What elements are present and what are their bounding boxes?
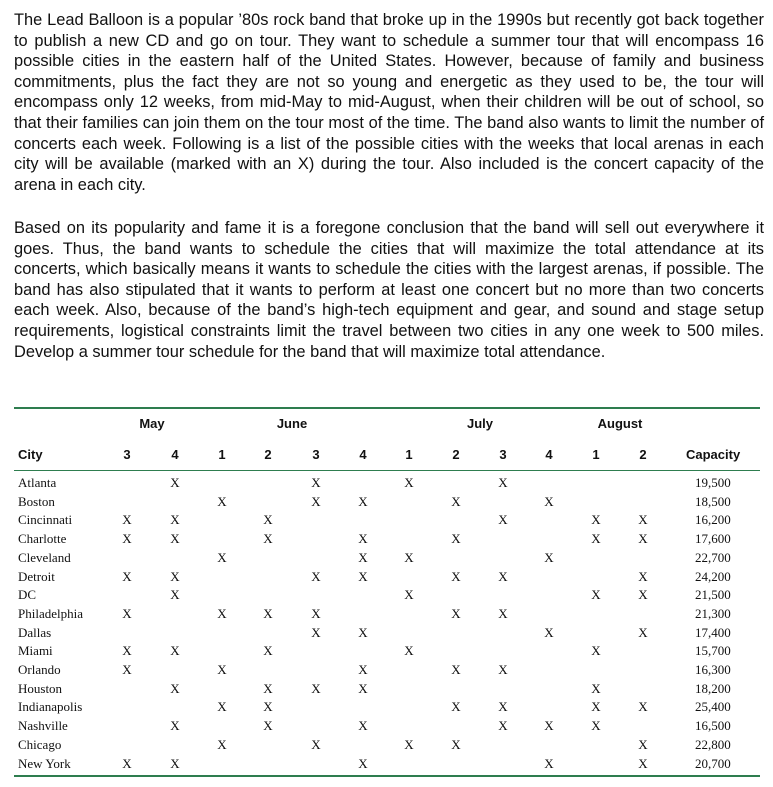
- availability-mark: X: [217, 493, 227, 509]
- month-header-july: July: [466, 416, 494, 431]
- table-bottom-rule: [14, 775, 760, 777]
- availability-mark: X: [638, 755, 648, 771]
- capacity-value: 25,400: [695, 699, 731, 715]
- availability-mark: X: [451, 699, 461, 715]
- availability-mark: X: [263, 680, 273, 696]
- availability-mark: X: [122, 531, 132, 547]
- city-name: Dallas: [18, 624, 52, 640]
- availability-mark: X: [311, 624, 321, 640]
- availability-mark: X: [311, 493, 321, 509]
- objective-paragraph: Based on its popularity and fame it is a foregone conclusion that the band will sell out everywhere it goes. Thus, the band wants to schedule the cities that will maximize the total attendance at its concerts, which basically means it wants to schedule the cities with the largest arenas, if possible. The band has also stipulated that it wants to perform at least one concert but no more than two concerts each week. Also, because of the band’s high-tech equipment and gear, and sound and stage setup requirements, logistical constraints limit the travel between two cities in any one week to 500 miles. Develop a summer tour schedule for the band that will maximize total attendance.: [14, 219, 764, 361]
- availability-mark: X: [311, 736, 321, 752]
- availability-mark: X: [451, 493, 461, 509]
- availability-mark: X: [404, 587, 414, 603]
- availability-mark: X: [358, 568, 368, 584]
- availability-mark: X: [170, 475, 180, 490]
- table-header-rule: [14, 470, 760, 471]
- availability-mark: X: [122, 605, 132, 621]
- availability-mark: X: [311, 605, 321, 621]
- availability-mark: X: [263, 512, 273, 528]
- availability-mark: X: [217, 662, 227, 677]
- availability-mark: X: [217, 736, 227, 752]
- capacity-value: 18,200: [695, 680, 731, 696]
- capacity-value: 16,300: [695, 662, 731, 677]
- week-header: 1: [592, 447, 600, 462]
- capacity-column-header: Capacity: [686, 447, 741, 462]
- city-column-header: City: [18, 447, 43, 462]
- availability-mark: X: [451, 531, 461, 547]
- capacity-value: 17,400: [695, 624, 731, 640]
- week-header: 2: [639, 447, 647, 462]
- availability-mark: X: [404, 643, 414, 659]
- availability-mark: X: [638, 568, 648, 584]
- availability-mark: X: [358, 662, 368, 677]
- availability-mark: X: [638, 531, 648, 547]
- capacity-value: 16,500: [695, 718, 731, 734]
- capacity-value: 20,700: [695, 755, 731, 771]
- city-name: Cleveland: [18, 549, 71, 565]
- availability-mark: X: [122, 662, 132, 677]
- availability-mark: X: [591, 512, 601, 528]
- city-name: Indianapolis: [18, 699, 83, 715]
- city-name: Cincinnati: [18, 512, 73, 528]
- availability-mark: X: [263, 531, 273, 547]
- availability-mark: X: [544, 549, 554, 565]
- capacity-value: 21,500: [695, 587, 731, 603]
- availability-mark: X: [498, 718, 508, 734]
- city-name: Nashville: [18, 718, 68, 734]
- availability-mark: X: [263, 605, 273, 621]
- city-name: DC: [18, 587, 37, 603]
- availability-mark: X: [217, 699, 227, 715]
- availability-mark: X: [404, 549, 414, 565]
- intro-paragraph: The Lead Balloon is a popular ’80s rock band that broke up in the 1990s but recently got back together to publish a new CD and go on tour. They want to schedule a summer tour that will encompass 16 possible cities in the eastern half of the United States. However, because of family and business commitments, plus the fact they are not so young and energetic as they used to be, the tour will encompass only 12 weeks, from mid-May to mid-August, when their children will be out of school, so that their families can join them on the tour most of the time. The band also wants to limit the number of concerts each week. Following is a list of the possible cities with the weeks that local arenas in each city will be available (marked with an X) during the tour. Also included is the concert capacity of the arena in each city.: [14, 11, 764, 194]
- city-name: Atlanta: [18, 475, 57, 490]
- availability-mark: X: [591, 531, 601, 547]
- availability-mark: X: [544, 624, 554, 640]
- availability-mark: X: [217, 605, 227, 621]
- availability-mark: X: [358, 755, 368, 771]
- week-header: 4: [545, 447, 553, 462]
- availability-mark: X: [544, 755, 554, 771]
- availability-mark: X: [591, 587, 601, 603]
- availability-mark: X: [498, 605, 508, 621]
- availability-mark: X: [170, 755, 180, 771]
- availability-mark: X: [591, 718, 601, 734]
- availability-mark: X: [498, 568, 508, 584]
- week-header: 2: [264, 447, 272, 462]
- month-header-august: August: [597, 416, 643, 431]
- availability-mark: X: [591, 699, 601, 715]
- availability-mark: X: [263, 699, 273, 715]
- capacity-value: 22,700: [695, 549, 731, 565]
- availability-mark: X: [498, 699, 508, 715]
- availability-mark: X: [451, 568, 461, 584]
- week-header: 4: [171, 447, 179, 462]
- city-name: Orlando: [18, 662, 61, 677]
- city-name: New York: [18, 755, 71, 771]
- city-name: Boston: [18, 493, 55, 509]
- month-header-may: May: [139, 416, 165, 431]
- capacity-value: 17,600: [695, 531, 731, 547]
- week-header: 3: [499, 447, 507, 462]
- capacity-value: 24,200: [695, 568, 731, 584]
- availability-mark: X: [311, 680, 321, 696]
- availability-mark: X: [358, 718, 368, 734]
- availability-mark: X: [591, 680, 601, 696]
- availability-mark: X: [638, 587, 648, 603]
- availability-mark: X: [311, 475, 321, 490]
- availability-mark: X: [263, 718, 273, 734]
- availability-mark: X: [404, 736, 414, 752]
- capacity-value: 15,700: [695, 643, 731, 659]
- city-name: Charlotte: [18, 531, 67, 547]
- month-header-june: June: [276, 416, 308, 431]
- week-header: 2: [452, 447, 460, 462]
- availability-mark: X: [358, 531, 368, 547]
- availability-mark: X: [638, 624, 648, 640]
- availability-mark: X: [638, 512, 648, 528]
- capacity-value: 22,800: [695, 736, 731, 752]
- availability-mark: X: [358, 624, 368, 640]
- availability-mark: X: [122, 512, 132, 528]
- availability-mark: X: [170, 531, 180, 547]
- city-name: Houston: [18, 680, 63, 696]
- availability-mark: X: [451, 662, 461, 677]
- availability-mark: X: [170, 512, 180, 528]
- availability-mark: X: [122, 643, 132, 659]
- week-header: 3: [312, 447, 320, 462]
- availability-mark: X: [638, 736, 648, 752]
- availability-mark: X: [358, 549, 368, 565]
- availability-mark: X: [544, 718, 554, 734]
- availability-mark: X: [544, 493, 554, 509]
- availability-mark: X: [122, 755, 132, 771]
- week-header: 1: [405, 447, 413, 462]
- availability-mark: X: [638, 699, 648, 715]
- availability-mark: X: [498, 475, 508, 490]
- week-header: 4: [359, 447, 367, 462]
- availability-mark: X: [591, 643, 601, 659]
- city-name: Philadelphia: [18, 605, 83, 621]
- availability-mark: X: [404, 475, 414, 490]
- week-header: 1: [218, 447, 226, 462]
- availability-mark: X: [170, 568, 180, 584]
- city-name: Chicago: [18, 736, 62, 752]
- availability-mark: X: [263, 643, 273, 659]
- city-name: Miami: [18, 643, 53, 659]
- week-header: 3: [123, 447, 131, 462]
- availability-mark: X: [358, 680, 368, 696]
- availability-mark: X: [358, 493, 368, 509]
- table-top-rule: [14, 407, 760, 409]
- availability-mark: X: [170, 718, 180, 734]
- availability-mark: X: [498, 662, 508, 677]
- availability-mark: X: [451, 736, 461, 752]
- availability-mark: X: [217, 549, 227, 565]
- availability-mark: X: [451, 605, 461, 621]
- capacity-value: 16,200: [695, 512, 731, 528]
- availability-mark: X: [122, 568, 132, 584]
- availability-mark: X: [311, 568, 321, 584]
- availability-mark: X: [170, 587, 180, 603]
- availability-mark: X: [170, 643, 180, 659]
- availability-mark: X: [498, 512, 508, 528]
- capacity-value: 19,500: [695, 475, 731, 490]
- capacity-value: 18,500: [695, 493, 731, 509]
- availability-mark: X: [170, 680, 180, 696]
- capacity-value: 21,300: [695, 605, 731, 621]
- city-name: Detroit: [18, 568, 55, 584]
